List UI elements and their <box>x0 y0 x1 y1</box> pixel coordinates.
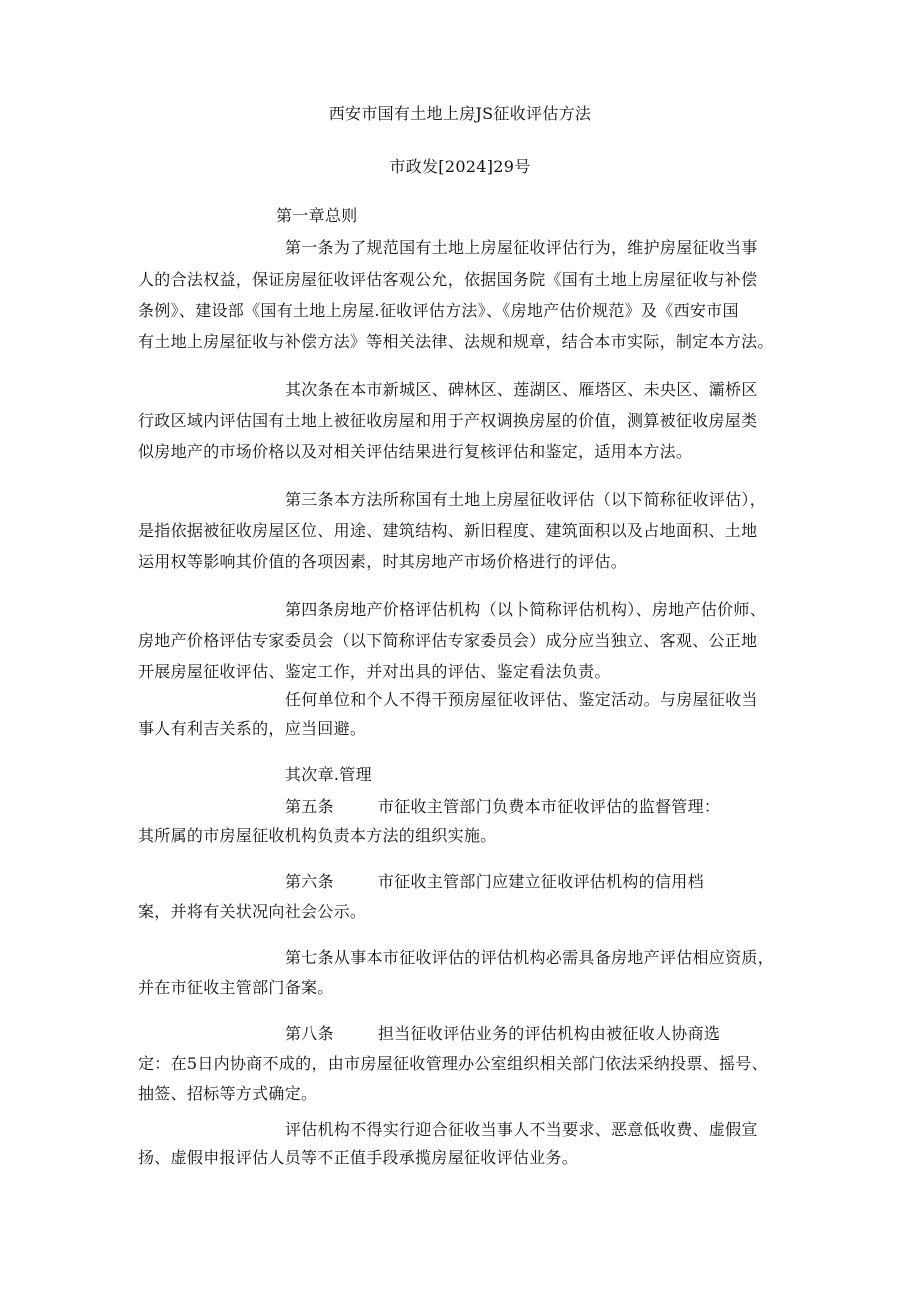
chapter-heading: 其次章.管理 <box>285 765 372 784</box>
article-line: 第七条从事本市征收评估的评估机构必需具备房地产评估相应资质， <box>285 948 775 967</box>
article-line <box>285 1024 720 1044</box>
article-line: 并在市征收主管部门备案。 <box>138 978 334 997</box>
article-line: 第四条房地产价格评估机构（以卜简称评估机构）、房地产估价师、 <box>285 600 767 619</box>
article-label: 第八条 <box>285 1024 334 1043</box>
article-line: 任何单位和个人不得干预房屋征收评估、鉴定活动。与房屋征收当 <box>285 690 758 709</box>
article-line: 人的合法权益，保证房屋征收评估客观公允，依据国务院《国有土地上房屋征收与补偿 <box>138 270 758 289</box>
document-number: 市政发[2024]29号 <box>389 157 531 176</box>
article-text: 市征收主管部门负费本市征收评估的监督管理： <box>377 797 721 816</box>
article-line: 第一条为了规范国有土地上房屋征收评估行为，维护房屋征收当事 <box>285 238 758 257</box>
article-line: 定：在5日内协商不成的，由市房屋征收管理办公室组织相关部门依法采纳投票、摇号、 <box>138 1054 768 1073</box>
article-line: 评估机构不得实行迎合征收当事人不当要求、恶意低收费、虚假宣 <box>285 1120 758 1139</box>
chapter-heading: 第一章总则 <box>276 206 358 225</box>
article-line <box>285 872 704 892</box>
article-line: 案，并将有关状况向社会公示。 <box>138 902 367 921</box>
article-line: 开展房屋征收评估、鉴定工作，并对出具的评估、鉴定看法负责。 <box>138 662 611 681</box>
article-line: 抽签、招标等方式确定。 <box>138 1084 318 1103</box>
article-line: 第三条本方法所称国有土地上房屋征收评估（以下简称征收评估）， <box>285 490 767 509</box>
article-line: 是指依据被征收房屋区位、用途、建筑结构、新旧程度、建筑面积以及占地面积、土地 <box>138 521 758 540</box>
article-label: 第六条 <box>285 872 334 891</box>
article-text: 担当征收评估业务的评估机构由被征收人协商选 <box>377 1024 721 1043</box>
article-line: 有土地上房屋征收与补偿方法》等相关法律、法规和规章，结合本市实际，制定本方法。 <box>138 332 774 351</box>
article-line: 行政区域内评估国有土地上被征收房屋和用于产权调换房屋的价值，测算被征收房屋类 <box>138 411 758 430</box>
article-line: 其次条在本市新城区、碑林区、莲湖区、雁塔区、未央区、灞桥区 <box>285 380 758 399</box>
article-line <box>285 797 720 817</box>
article-line: 似房地产的市场价格以及对相关评估结果进行复核评估和鉴定，适用本方法。 <box>138 442 693 461</box>
article-label: 第五条 <box>285 797 334 816</box>
document-title: 西安市国有土地上房JS征收评估方法 <box>328 104 592 123</box>
article-line: 扬、虚假申报评估人员等不正值手段承揽房屋征收评估业务。 <box>138 1148 579 1167</box>
article-line: 条例》、建设部《国有土地上房屋.征收评估方法》、《房地产估价规范》及《西安市国 <box>138 301 739 320</box>
article-line: 事人有利吉关系的，应当回避。 <box>138 719 367 738</box>
article-text: 市征收主管部门应建立征收评估机构的信用档 <box>377 872 704 891</box>
article-line: 房地产价格评估专家委员会（以下简称评估专家委员会）成分应当独立、客观、公正地 <box>138 631 758 650</box>
article-line: 运用权等影响其价值的各项因素，时其房地产市场价格进行的评估。 <box>138 552 628 571</box>
article-line: 其所属的市房屋征收机构负责本方法的组织实施。 <box>138 826 497 845</box>
